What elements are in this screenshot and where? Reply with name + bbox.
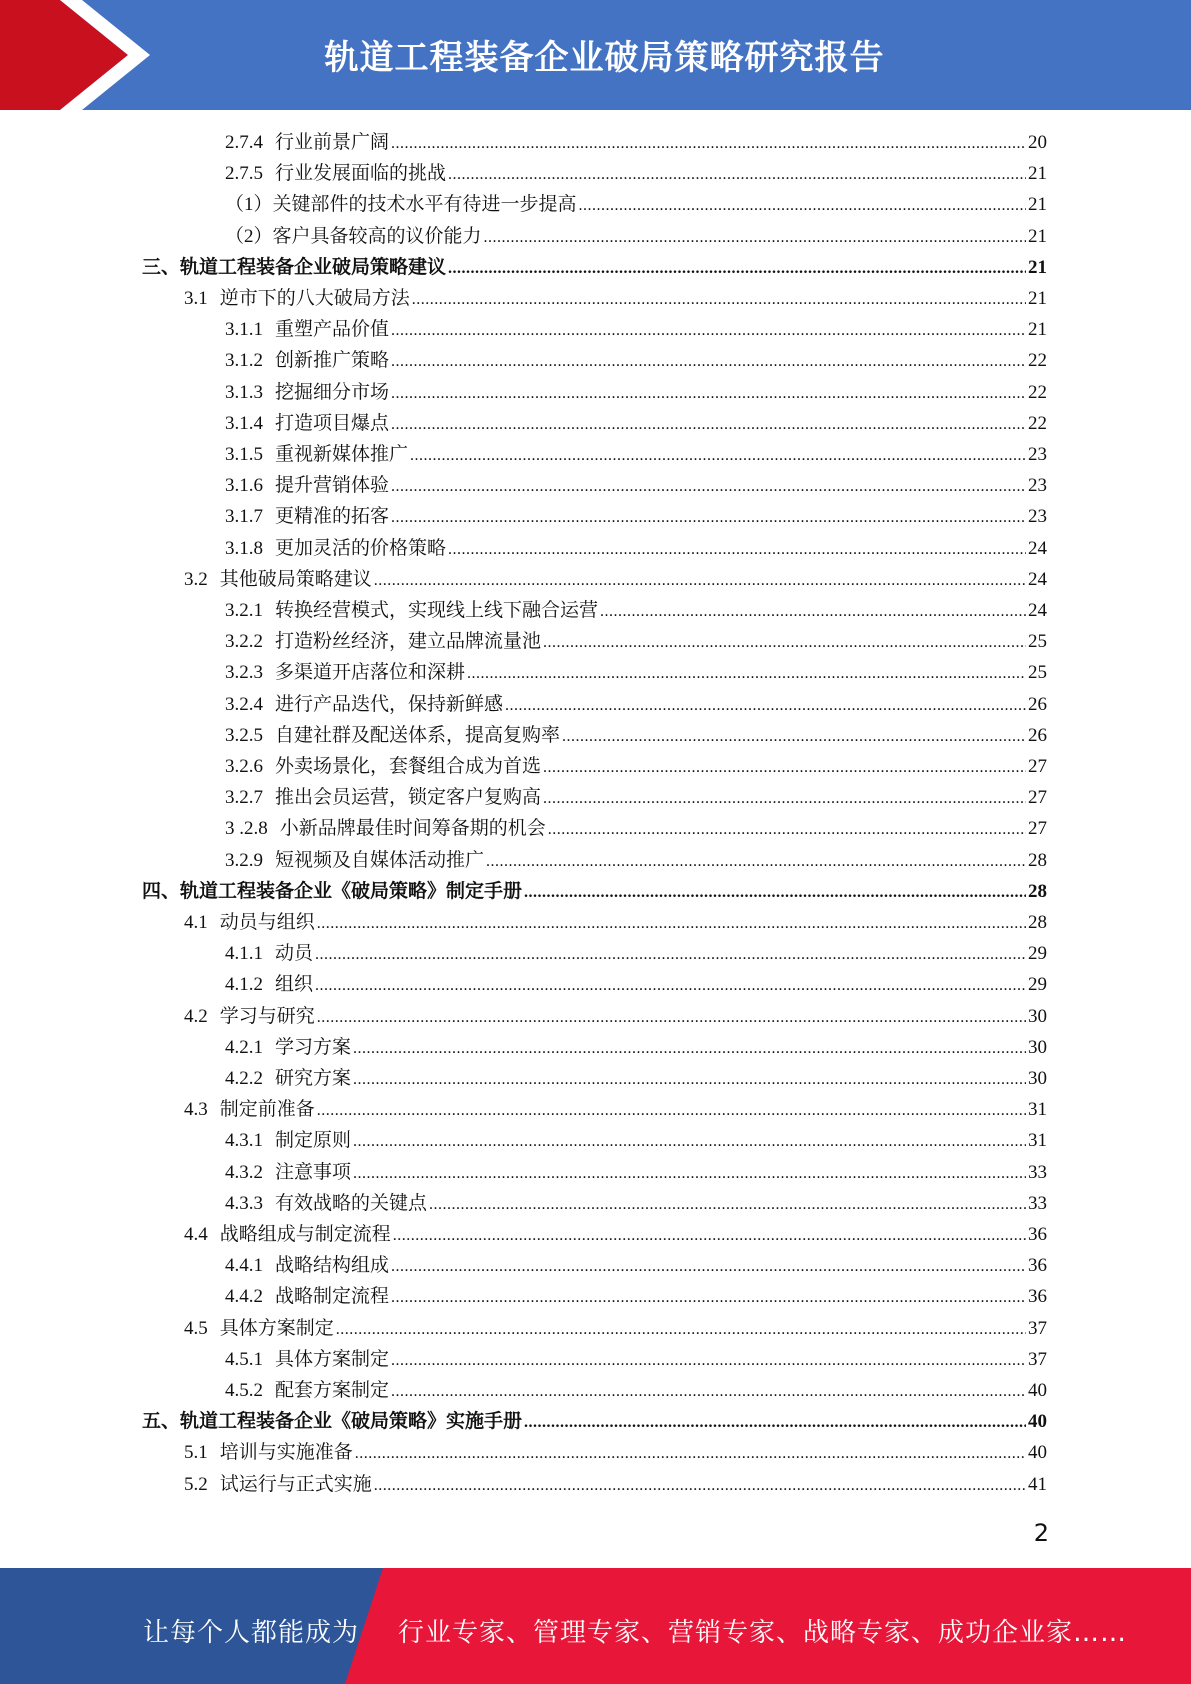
toc-leader-dots (391, 378, 1026, 409)
toc-entry[interactable] (225, 1281, 1047, 1312)
toc-entry-title: 更精准的拓客 (275, 506, 390, 528)
toc-entry-page: 36 (1028, 1255, 1047, 1277)
toc-entry[interactable] (225, 1375, 1047, 1406)
toc-leader-dots (353, 1033, 1026, 1064)
toc-entry-title: 行业前景广阔 (275, 132, 390, 153)
toc-entry-number: 4.2.2 (225, 1068, 263, 1089)
toc-entry-number: （1） (225, 194, 273, 216)
toc-entry-number: 2.7.4 (225, 132, 263, 153)
toc-entry-title: 短视频及自媒体活动推广 (275, 849, 485, 871)
toc-entry[interactable] (225, 782, 1047, 813)
toc-entry-title: 挖掘细分市场 (275, 381, 390, 403)
toc-entry[interactable] (225, 1344, 1047, 1375)
toc-leader-dots (448, 159, 1026, 190)
toc-entry-page: 37 (1028, 1348, 1047, 1370)
toc-entry-number: 4.4 (184, 1224, 208, 1245)
toc-entry-page: 30 (1028, 1068, 1047, 1089)
toc-entry-title: 战略结构组成 (275, 1255, 390, 1277)
toc-leader-dots (543, 783, 1026, 814)
toc-entry-page: 28 (1028, 880, 1047, 902)
toc-entry-title: 提升营销体验 (275, 475, 390, 497)
toc-leader-dots (391, 128, 1026, 159)
toc-entry-title: 轨道工程装备企业《破局策略》制定手册 (180, 880, 523, 902)
toc-entry-number: 3.2.7 (225, 787, 263, 809)
toc-entry-title: 推出会员运营，锁定客户复购高 (275, 787, 542, 809)
page-header (0, 0, 1191, 110)
toc-leader-dots (579, 190, 1026, 221)
toc-leader-dots (391, 315, 1026, 346)
toc-entry-title: 进行产品迭代，保持新鲜感 (275, 693, 504, 715)
toc-entry-title: 小新品牌最佳时间筹备期的机会 (279, 818, 546, 840)
toc-entry[interactable] (225, 501, 1047, 532)
toc-entry-number: 3.2 (184, 568, 208, 590)
toc-leader-dots (393, 1220, 1026, 1251)
toc-entry-number: 4.5.1 (225, 1348, 263, 1370)
toc-entry[interactable] (225, 657, 1047, 688)
toc-entry-number: 3.1.8 (225, 537, 263, 559)
toc-entry[interactable] (225, 1063, 1047, 1094)
toc-entry-page: 25 (1028, 631, 1047, 653)
toc-entry[interactable] (225, 439, 1047, 470)
toc-entry[interactable] (225, 377, 1047, 408)
toc-entry-title: 重视新媒体推广 (275, 444, 409, 465)
toc-leader-dots (524, 877, 1026, 908)
toc-leader-dots (429, 1189, 1026, 1220)
toc-entry-page: 24 (1028, 568, 1047, 590)
toc-entry-title: 动员 (275, 943, 314, 965)
toc-entry-title: 制定前准备 (219, 1099, 315, 1121)
toc-leader-dots (391, 502, 1026, 533)
toc-entry-title: 打造项目爆点 (275, 412, 390, 434)
toc-leader-dots (484, 222, 1026, 253)
toc-leader-dots (412, 284, 1026, 315)
toc-entry-number: 3.1.4 (225, 412, 263, 434)
toc-entry[interactable] (225, 938, 1047, 969)
toc-leader-dots (543, 627, 1026, 658)
toc-entry-number: 3.2.2 (225, 631, 263, 653)
toc-entry-page: 21 (1028, 163, 1047, 185)
toc-entry-title: 行业发展面临的挑战 (275, 163, 447, 185)
toc-entry-number: 3.1.6 (225, 475, 263, 497)
toc-entry-number: 3.2.9 (225, 849, 263, 871)
toc-leader-dots (448, 253, 1026, 284)
toc-entry-title: 研究方案 (275, 1068, 352, 1089)
toc-entry-page: 22 (1028, 381, 1047, 403)
toc-leader-dots (317, 1002, 1026, 1033)
toc-leader-dots (317, 1095, 1026, 1126)
toc-entry-title: 注意事项 (275, 1161, 352, 1183)
toc-entry-title: 关键部件的技术水平有待进一步提高 (272, 194, 577, 216)
toc-entry-number: 3.1.3 (225, 381, 263, 403)
toc-leader-dots (315, 939, 1026, 970)
toc-leader-dots (353, 1158, 1026, 1189)
toc-entry-number: 5.1 (184, 1442, 208, 1464)
toc-leader-dots (355, 1438, 1026, 1469)
toc-entry[interactable] (184, 907, 1047, 938)
toc-entry-page: 28 (1028, 849, 1047, 871)
toc-entry-number: 3.2.4 (225, 693, 263, 715)
toc-entry-number: 4.4.1 (225, 1255, 263, 1277)
footer-slogan-left: 让每个人都能成为 (143, 1618, 360, 1648)
toc-entry-number: 4.3 (184, 1099, 208, 1121)
toc-entry-page: 28 (1028, 912, 1047, 933)
toc-entry-page: 23 (1028, 475, 1047, 497)
toc-entry-page: 22 (1028, 350, 1047, 372)
toc-entry-number: 3.2.1 (225, 600, 263, 621)
toc-leader-dots (353, 1064, 1026, 1095)
toc-leader-dots (336, 1314, 1026, 1345)
toc-entry-number: 3.1.5 (225, 444, 263, 465)
toc-entry[interactable] (142, 1406, 1047, 1437)
toc-entry-number: 3.2.5 (225, 724, 263, 746)
toc-leader-dots (315, 970, 1026, 1001)
toc-entry[interactable] (142, 876, 1047, 907)
toc-entry-number: 4.2 (184, 1005, 208, 1027)
toc-leader-dots (562, 721, 1026, 752)
toc-entry-page: 31 (1028, 1099, 1047, 1121)
toc-leader-dots (391, 471, 1026, 502)
toc-entry[interactable] (142, 252, 1047, 283)
toc-entry-number: 3.2.6 (225, 756, 263, 777)
toc-entry-title: 更加灵活的价格策略 (275, 537, 447, 559)
toc-entry[interactable] (225, 470, 1047, 501)
toc-entry-number: 2.7.5 (225, 163, 263, 185)
toc-leader-dots (353, 1126, 1026, 1157)
toc-entry-title: 创新推广策略 (275, 350, 390, 372)
toc-entry[interactable] (225, 533, 1047, 564)
toc-entry[interactable] (184, 1094, 1047, 1125)
toc-entry-page: 33 (1028, 1192, 1047, 1214)
toc-entry-number: 3.1.2 (225, 350, 263, 372)
toc-entry-page: 21 (1028, 319, 1047, 341)
toc-entry[interactable] (225, 1125, 1047, 1156)
toc-entry-page: 22 (1028, 412, 1047, 434)
toc-entry[interactable] (225, 969, 1047, 1000)
toc-entry-page: 23 (1028, 444, 1047, 465)
toc-entry-title: 轨道工程装备企业《破局策略》实施手册 (180, 1411, 523, 1433)
toc-entry-page: 29 (1028, 974, 1047, 996)
toc-entry[interactable] (184, 1219, 1047, 1250)
toc-entry-title: 学习与研究 (219, 1005, 315, 1027)
toc-entry[interactable] (184, 1469, 1047, 1500)
toc-entry[interactable] (225, 845, 1047, 876)
toc-entry[interactable] (225, 1157, 1047, 1188)
toc-entry-title: 外卖场景化，套餐组合成为首选 (275, 756, 542, 777)
toc-leader-dots (548, 814, 1026, 845)
toc-entry-page: 27 (1028, 756, 1047, 777)
toc-entry-number: 4.1 (184, 912, 208, 933)
toc-entry-page: 21 (1028, 225, 1047, 247)
toc-entry-page: 21 (1028, 288, 1047, 309)
toc-leader-dots (391, 1345, 1026, 1376)
toc-entry-title: 战略组成与制定流程 (219, 1224, 391, 1245)
toc-leader-dots (448, 534, 1026, 565)
footer-slogan-right: 行业专家、管理专家、营销专家、战略专家、成功企业家…… (398, 1618, 1128, 1648)
toc-entry-title: 学习方案 (275, 1036, 352, 1058)
toc-entry[interactable] (225, 345, 1047, 376)
toc-entry-title: 配套方案制定 (275, 1380, 390, 1401)
toc-entry-title: 转换经营模式，实现线上线下融合运营 (275, 600, 599, 621)
toc-entry[interactable] (184, 1001, 1047, 1032)
toc-entry[interactable] (184, 564, 1047, 595)
toc-leader-dots (600, 596, 1026, 627)
toc-entry-number: 4.1.1 (225, 943, 263, 965)
toc-entry[interactable] (225, 127, 1047, 158)
toc-entry-page: 20 (1028, 132, 1047, 153)
toc-entry-title: 其他破局策略建议 (219, 568, 372, 590)
toc-entry-title: 打造粉丝经济，建立品牌流量池 (275, 631, 542, 653)
toc-entry-page: 30 (1028, 1005, 1047, 1027)
toc-entry-page: 41 (1028, 1473, 1047, 1495)
toc-entry-page: 21 (1028, 256, 1047, 278)
toc-entry[interactable] (225, 689, 1047, 720)
toc-leader-dots (374, 565, 1026, 596)
toc-leader-dots (410, 440, 1026, 471)
toc-entry[interactable] (225, 1188, 1047, 1219)
toc-entry[interactable] (225, 626, 1047, 657)
toc-entry-number: 3.1.1 (225, 319, 263, 341)
toc-entry-title: 自建社群及配送体系，提高复购率 (275, 724, 561, 746)
toc-leader-dots (391, 346, 1026, 377)
toc-entry-number: 4.3.2 (225, 1161, 263, 1183)
toc-entry-page: 25 (1028, 662, 1047, 684)
toc-entry-title: 客户具备较高的议价能力 (272, 225, 482, 247)
toc-leader-dots (374, 1470, 1026, 1501)
toc-entry-title: 有效战略的关键点 (275, 1192, 428, 1214)
toc-entry-page: 27 (1028, 787, 1047, 809)
toc-entry-page: 37 (1028, 1317, 1047, 1339)
toc-entry[interactable] (225, 1250, 1047, 1281)
toc-entry[interactable] (225, 720, 1047, 751)
toc-entry-number: 五、 (142, 1411, 181, 1433)
toc-entry[interactable] (225, 751, 1047, 782)
toc-entry-title: 制定原则 (275, 1130, 352, 1152)
toc-leader-dots (543, 752, 1026, 783)
toc-entry-page: 29 (1028, 943, 1047, 965)
toc-entry-title: 动员与组织 (219, 912, 315, 933)
toc-entry-page: 26 (1028, 693, 1047, 715)
toc-entry-number: 3.1.7 (225, 506, 263, 528)
toc-entry[interactable] (184, 1437, 1047, 1468)
toc-entry-number: 4.1.2 (225, 974, 263, 996)
toc-entry-page: 24 (1028, 600, 1047, 621)
toc-leader-dots (467, 658, 1026, 689)
toc-entry[interactable] (225, 221, 1047, 252)
toc-entry-page: 21 (1028, 194, 1047, 216)
toc-entry-number: 4.3.3 (225, 1192, 263, 1214)
toc-entry-page: 23 (1028, 506, 1047, 528)
toc-entry[interactable] (225, 158, 1047, 189)
toc-entry-number: 3 .2.8 (225, 818, 268, 840)
toc-entry-title: 培训与实施准备 (219, 1442, 353, 1464)
toc-entry-page: 30 (1028, 1036, 1047, 1058)
toc-leader-dots (505, 690, 1026, 721)
toc-entry-page: 24 (1028, 537, 1047, 559)
toc-entry-title: 具体方案制定 (275, 1348, 390, 1370)
toc-entry-title: 试运行与正式实施 (219, 1473, 372, 1495)
toc-entry-page: 40 (1028, 1380, 1047, 1401)
toc-leader-dots (391, 409, 1026, 440)
toc-entry-number: 3.2.3 (225, 662, 263, 684)
toc-leader-dots (317, 908, 1026, 939)
toc-leader-dots (391, 1282, 1026, 1313)
toc-entry-number: 四、 (142, 880, 181, 902)
toc-entry-number: 4.3.1 (225, 1130, 263, 1152)
toc-entry-number: （2） (225, 225, 273, 247)
toc-entry[interactable] (225, 813, 1047, 844)
toc-entry-page: 33 (1028, 1161, 1047, 1183)
report-title: 轨道工程装备企业破局策略研究报告 (324, 38, 885, 78)
toc-entry-page: 40 (1028, 1442, 1047, 1464)
toc-entry-title: 战略制定流程 (275, 1286, 390, 1308)
toc-entry[interactable] (184, 1313, 1047, 1344)
toc-entry-number: 4.4.2 (225, 1286, 263, 1308)
toc-entry-page: 36 (1028, 1286, 1047, 1308)
toc-entry-number: 5.2 (184, 1473, 208, 1495)
toc-entry-title: 组织 (275, 974, 314, 996)
toc-entry-page: 31 (1028, 1130, 1047, 1152)
toc-entry-title: 逆市下的八大破局方法 (219, 288, 410, 309)
toc-entry-number: 4.2.1 (225, 1036, 263, 1058)
toc-entry-number: 4.5.2 (225, 1380, 263, 1401)
toc-entry[interactable] (225, 1032, 1047, 1063)
toc-entry-page: 26 (1028, 724, 1047, 746)
toc-entry[interactable] (225, 595, 1047, 626)
toc-leader-dots (391, 1251, 1026, 1282)
toc-entry-page: 36 (1028, 1224, 1047, 1245)
toc-entry[interactable] (225, 189, 1047, 220)
toc-entry[interactable] (225, 314, 1047, 345)
toc-entry[interactable] (184, 283, 1047, 314)
toc-leader-dots (524, 1407, 1026, 1438)
toc-entry-title: 轨道工程装备企业破局策略建议 (180, 256, 447, 278)
toc-entry-number: 三、 (142, 256, 181, 278)
toc-entry-title: 重塑产品价值 (275, 319, 390, 341)
toc-entry-title: 多渠道开店落位和深耕 (275, 662, 466, 684)
toc-entry-page: 40 (1028, 1411, 1047, 1433)
toc-entry-title: 具体方案制定 (219, 1317, 334, 1339)
page-footer (0, 1568, 1191, 1684)
toc-entry-number: 3.1 (184, 288, 208, 309)
toc-entry-number: 4.5 (184, 1317, 208, 1339)
toc-leader-dots (391, 1376, 1026, 1407)
page-number: 2 (1033, 1519, 1049, 1547)
toc-entry[interactable] (225, 408, 1047, 439)
toc-leader-dots (486, 846, 1026, 877)
toc-entry-page: 27 (1028, 818, 1047, 840)
